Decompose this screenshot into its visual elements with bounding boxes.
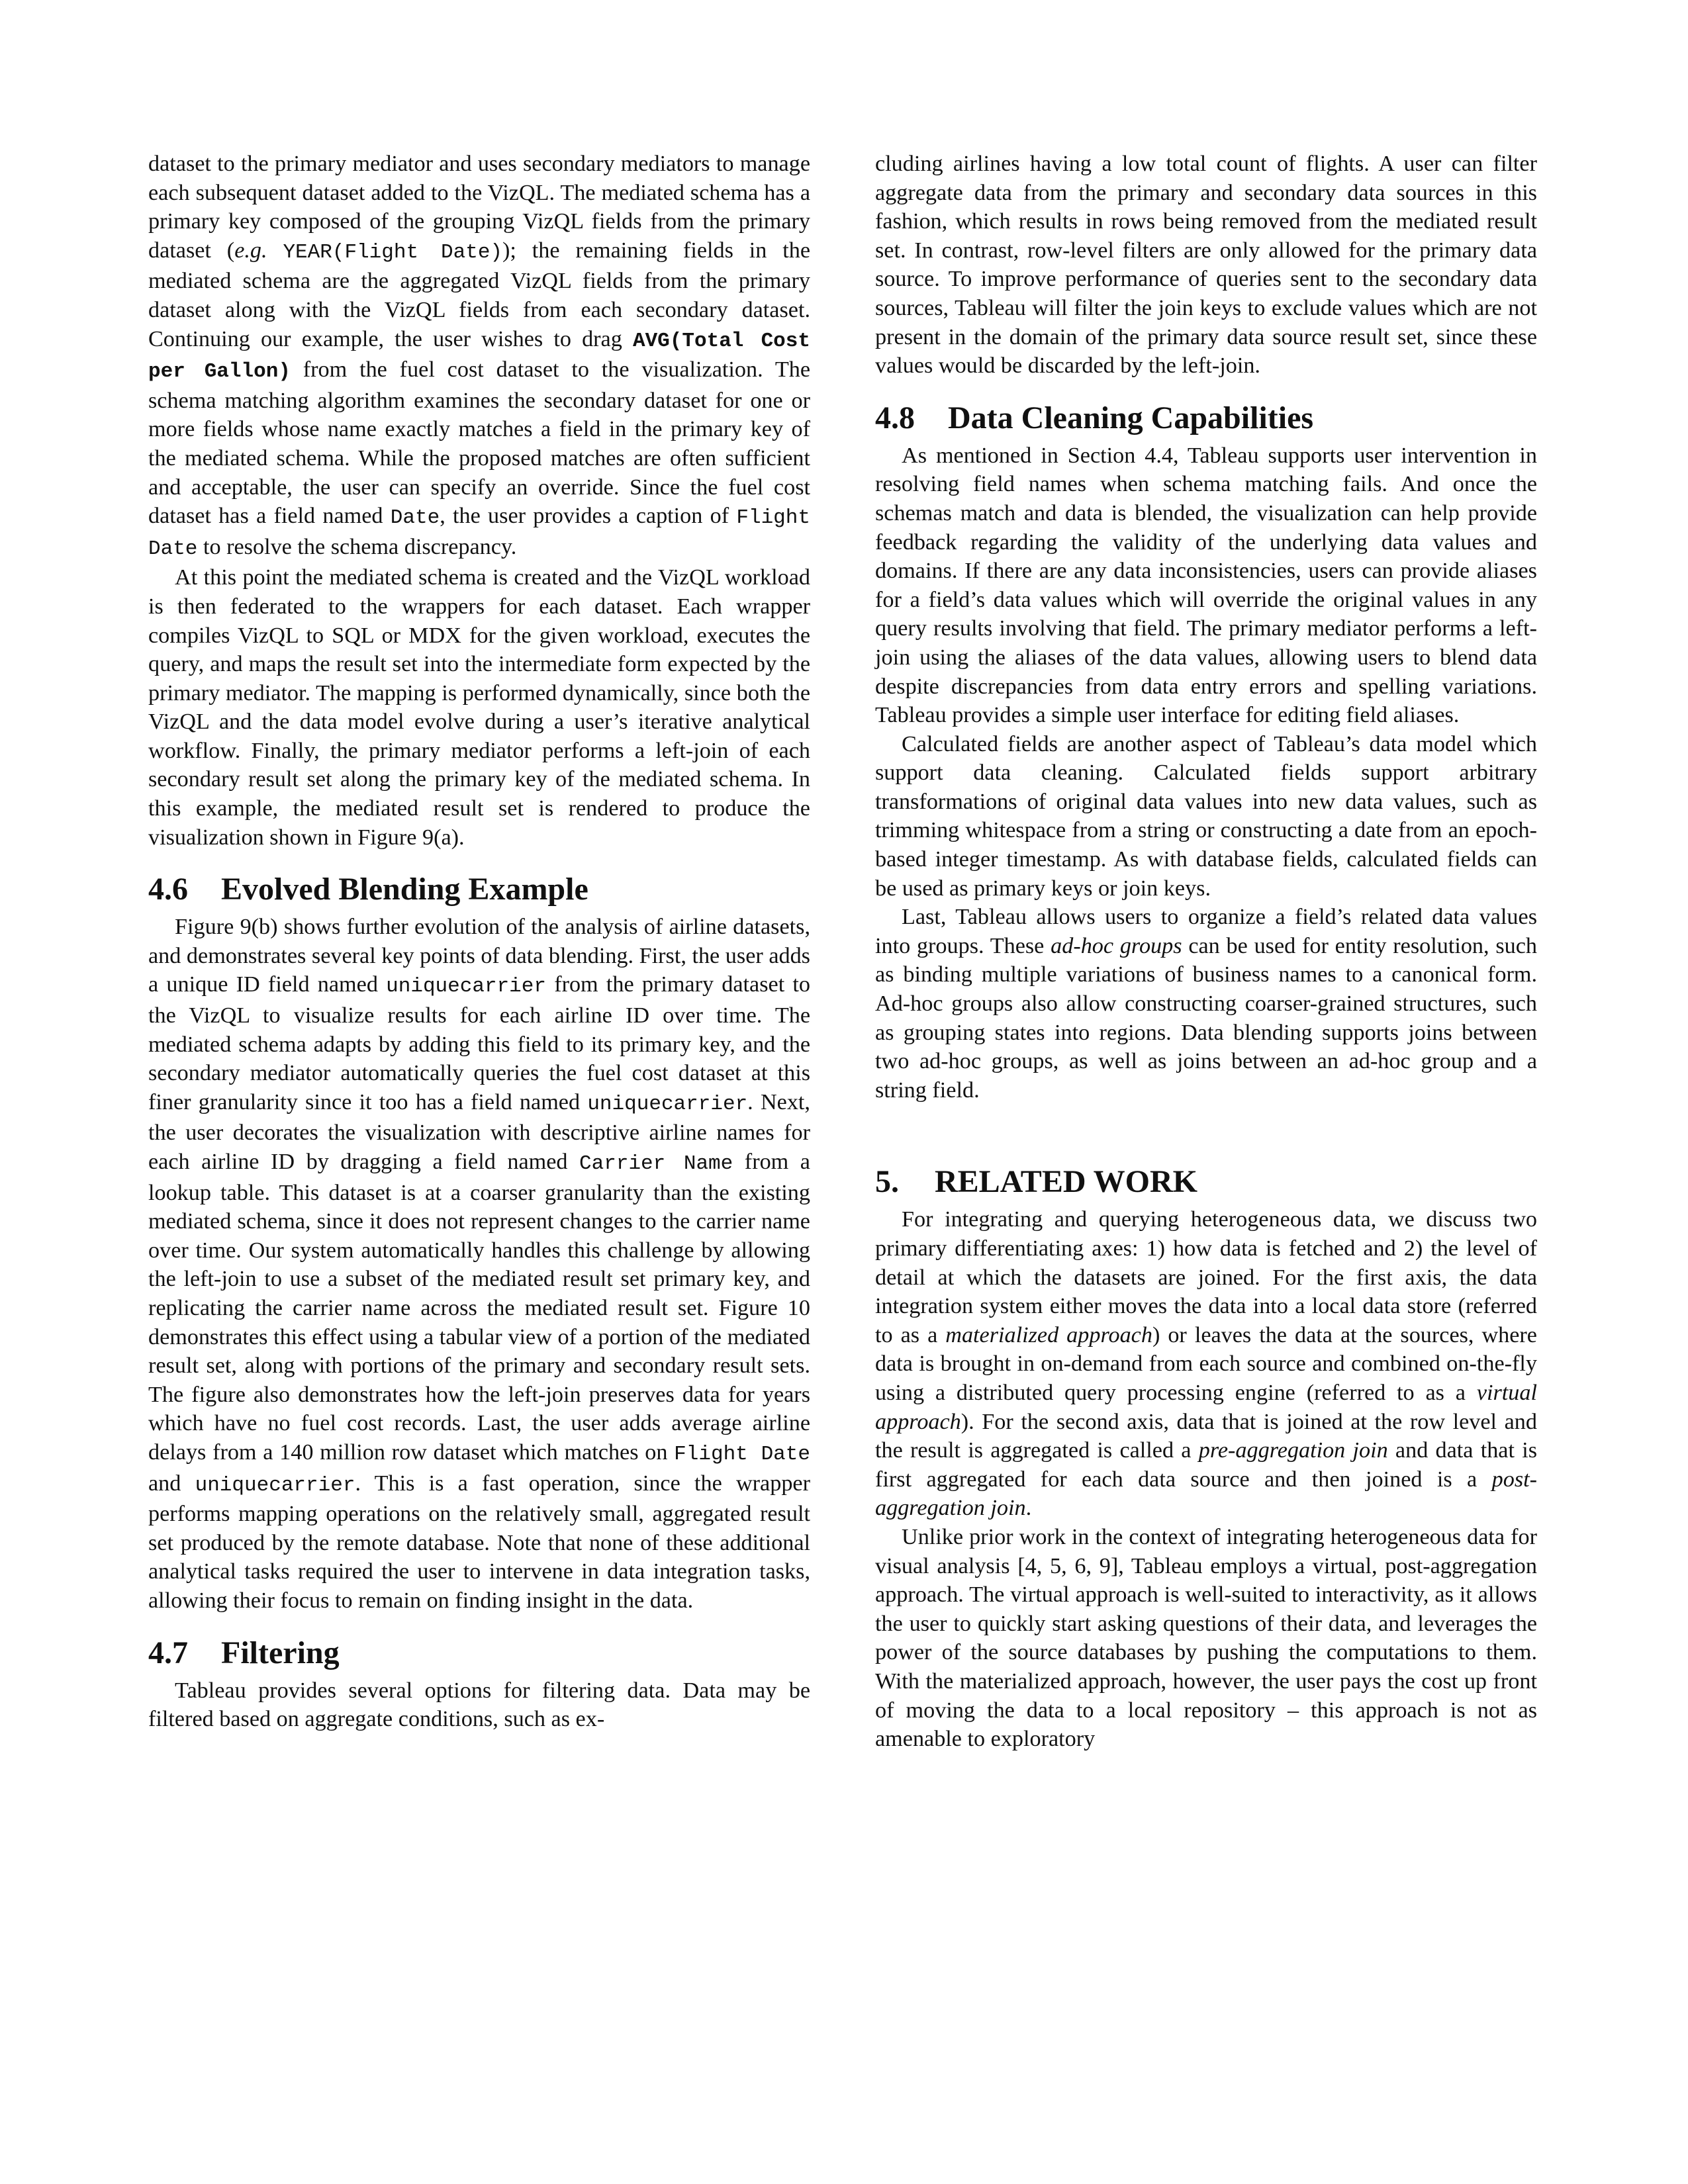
code-field-name: uniquecarrier — [386, 975, 546, 999]
section-number: 4.8 — [875, 400, 915, 435]
text-run: . — [1025, 1496, 1032, 1521]
section-title: Data Cleaning Capabilities — [948, 400, 1314, 435]
paragraph-data-cleaning-aliases: As mentioned in Section 4.4, Tableau supports user intervention in resolving field names when schema matching fails. And once the schemas match and data is blended, the visualization can help provide feedback regarding the validity of the underlying data values and domains. If there are any data inconsistencies, users can provide aliases for a field’s data values which will override the original values in any query results involving that field. The primary mediator performs a left-join using the aliases of the data values, allowing users to blend data despite discrepancies from data entry errors and spelling variations. Tableau provides a simple user interface for editing field aliases. — [875, 443, 1537, 728]
paragraph-evolved-blending — [148, 913, 810, 1615]
text-run: dataset to the primary mediator and uses secondary mediators to manage each subsequent dataset added to the VizQL. The mediated schema has a primary key composed of the grouping VizQL fields from the primary dataset ( — [148, 152, 810, 263]
code-field-name: uniquecarrier — [195, 1473, 355, 1497]
text-run: . Next, the user decorates the visualization with descriptive airline names for each airline ID by dragging a field named — [148, 1089, 810, 1174]
code-field-name: Flight Date — [148, 506, 810, 561]
text-run: from a lookup table. This dataset is at a coarser granularity than the existing mediated schema, since it does not represent changes to the carrier name over time. Our system automatically handles this challenge by allowing the left-join to use a subset of the mediated result set primary key, and replicating the carrier name across the mediated result set. Figure 10 demonstrates this effect using a tabular view of a portion of the mediated result set, along with portions of the primary and secondary result sets. The figure also demonstrates how the left-join preserves data for years which have no fuel cost records. Last, the user adds average airline delays from a 140 million row dataset which matches on — [148, 1150, 810, 1465]
text-run — [267, 238, 283, 263]
emphasis-text: ad-hoc groups — [1051, 933, 1182, 958]
emphasis-text: materialized approach — [945, 1322, 1152, 1347]
section-title: RELATED WORK — [935, 1164, 1197, 1200]
paragraph-filtering: Tableau provides several options for filtering data. Data may be filtered based on aggregate conditions, such as ex- — [148, 1678, 810, 1732]
text-run: . This is a fast operation, since the wrapper performs mapping operations on the relatively small, aggregated result set produced by the remote database. Note that none of these additional analytical tasks required the user to intervene in data integration tasks, allowing their focus to remain on finding insight in the data. — [148, 1471, 810, 1613]
text-run: and — [148, 1471, 195, 1496]
code-field-name: uniquecarrier — [587, 1092, 748, 1116]
paragraph-ad-hoc-groups — [875, 903, 1537, 1105]
section-number: 5. — [875, 1164, 899, 1200]
text-run: can be used for entity resolution, such as binding multiple variations of business names to a canonical form. Ad-hoc groups also allow constructing coarser-grained structures, such as grouping states into regions. Data blending supports joins between two ad-hoc groups, as well as joins between an ad-hoc group and a string field. — [875, 933, 1537, 1103]
left-column — [148, 150, 810, 1734]
code-field-name: Date — [390, 506, 440, 530]
paragraph-related-work-approach: Unlike prior work in the context of integrating heterogeneous data for visual analysis [4, 5, 6, 9], Tableau employs a virtual, post-aggregation approach. The virtual approach is well-suited to interactivity, as it allows the user to quickly start asking questions of their data, and leverages the power of the source databases by pushing the computations to them. With the materialized approach, however, the user pays the cost up front of moving the data to a local repository – this approach is not as amenable to exploratory — [875, 1524, 1537, 1752]
emphasis-text: virtual approach — [875, 1380, 1537, 1434]
section-title: Evolved Blending Example — [221, 872, 588, 907]
paragraph-related-work-axes — [875, 1205, 1537, 1523]
paragraph-calculated-fields: Calculated fields are another aspect of Tableau’s data model which support data cleaning. Calculated fields support arbitrary transformations of original data values into new data values, such as trimming whitespace from a string or constructing a date from an epoch-based integer timestamp. As with database fields, calculated fields can be used as primary keys or join keys. — [875, 731, 1537, 901]
code-field-name: YEAR(Flight Date) — [283, 240, 503, 264]
text-run: Figure 9(b) shows further evolution of the analysis of airline datasets, and demonstrates several key points of data blending. First, the user adds a unique ID field named — [148, 915, 810, 997]
emphasis-text: pre-aggregation join — [1198, 1438, 1388, 1463]
text-run: For integrating and querying heterogeneous data, we discuss two primary differentiating axes: 1) how data is fetched and 2) the level of detail at which the datasets are joined. For the first axis, the data integration system either moves the data into a local data store (referred to as a — [875, 1207, 1537, 1347]
text-run: from the fuel cost dataset to the visualization. The schema matching algorithm examines the secondary dataset for one or more fields whose name exactly matches a field in the primary key of the mediated schema. While the proposed matches are often sufficient and acceptable, the user can specify an override. Since the fuel cost dataset has a field named — [148, 357, 810, 529]
section-heading-4-6 — [148, 870, 810, 909]
emphasis-text: e.g. — [234, 238, 267, 263]
text-run: from the primary dataset to the VizQL to visualize results for each airline ID over time. The mediated schema adapts by adding this field to its primary key, and the secondary mediator automatically queries the fuel cost dataset at this finer granularity since it too has a field named — [148, 972, 810, 1115]
text-run: , the user provides a caption of — [440, 504, 737, 529]
text-run: Last, Tableau allows users to organize a field’s related data values into groups. These — [875, 905, 1537, 958]
section-number: 4.6 — [148, 872, 188, 907]
emphasis-text: post-aggregation join — [875, 1467, 1537, 1521]
section-number: 4.7 — [148, 1635, 188, 1670]
text-run: to resolve the schema discrepancy. — [197, 534, 517, 559]
paragraph-blending-schema — [148, 150, 810, 563]
section-heading-4-8 — [875, 399, 1537, 437]
code-field-name: AVG(Total Cost per Gallon) — [148, 329, 810, 384]
text-run: and data that is first aggregated for each data source and then joined is a — [875, 1438, 1537, 1492]
paragraph-filtering-continued: cluding airlines having a low total count of flights. A user can filter aggregate data from the primary and secondary data sources in this fashion, which results in rows being removed from the mediated result set. In contrast, row-level filters are only allowed for the primary data source. To improve performance of queries sent to the secondary data sources, Tableau will filter the join keys to exclude values which are not present in the domain of the primary data source result set, since these values would be discarded by the left-join. — [875, 152, 1537, 379]
section-heading-5 — [875, 1163, 1537, 1201]
text-run: ) or leaves the data at the sources, where data is brought in on-demand from each source and combined on-the-fly using a distributed query processing engine (referred to as a — [875, 1322, 1537, 1405]
text-run: ); the remaining fields in the mediated schema are the aggregated VizQL fields from the primary dataset along with the VizQL fields from each secondary dataset. Continuing our example, the user wishes to drag — [148, 238, 810, 351]
section-heading-4-7 — [148, 1634, 810, 1672]
right-column — [875, 150, 1537, 1754]
text-run: ). For the second axis, data that is joined at the row level and the result is aggregated is called a — [875, 1409, 1537, 1463]
section-title: Filtering — [221, 1635, 340, 1670]
paragraph-federation: At this point the mediated schema is created and the VizQL workload is then federated to the wrappers for each dataset. Each wrapper compiles VizQL to SQL or MDX for the given workload, executes the query, and maps the result set into the intermediate form expected by the primary mediator. The mapping is performed dynamically, since both the VizQL and the data model evolve during a user’s iterative analytical workflow. Finally, the primary mediator performs a left-join of each secondary result set along the primary key of the mediated schema. In this example, the mediated result set is rendered to produce the visualization shown in Figure 9(a). — [148, 565, 810, 850]
code-field-name: Flight Date — [674, 1442, 810, 1466]
code-field-name: Carrier Name — [579, 1152, 733, 1175]
